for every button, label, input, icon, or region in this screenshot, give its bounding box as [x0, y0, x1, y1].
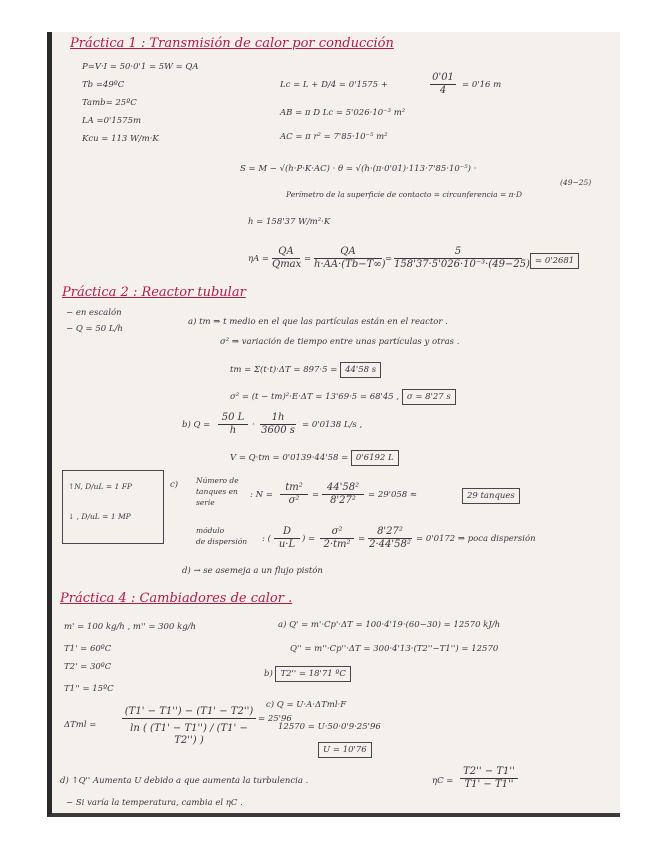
p2-b-frac-1: $\frac{50 L}{h}$ [218, 412, 248, 437]
p2-tm: tm = Σ(t·t)·ΔT = 897·5 = 44'58 s [230, 362, 381, 378]
p4-given-3: T2' = 30ºC [64, 662, 112, 672]
p2-c-label: c) [170, 480, 179, 490]
p2-d: d) → se asemeja a un flujo pistón [182, 566, 323, 576]
p2-side-2: ↓ , D/uL = 1 MP [68, 512, 131, 521]
notebook-page [47, 32, 620, 817]
p1-given-5: Kcu = 113 W/m·K [82, 134, 159, 144]
p4-last: − Si varía la temperatura, cambia el ηC . [66, 798, 243, 808]
p1-eta-frac-2: $\frac{QA}{h\cdot AA\cdot(Tb-T\infty)}$ [314, 246, 386, 270]
practice-1-title: Práctica 1 : Transmisión de calor por conducción [70, 36, 394, 51]
p1-eta-eq-2: = [385, 254, 393, 264]
p4-c1: c) Q = U·A·ΔTml·F [266, 700, 347, 710]
p2-given-1: − en escalón [66, 308, 122, 318]
p2-m-frac-2: $\frac{\text{σ²}}{\text{2·tm²}}$ [320, 526, 354, 551]
p4-eta-fraction: $\frac{T2'' - T1''}{T1' - T1''}$ [460, 766, 518, 791]
p4-b: b) T2'' = 18'71 ºC [264, 666, 351, 682]
p1-h: h = 158'37 W/m²·K [248, 217, 331, 227]
p2-c-frac-1: $\frac{\text{tm²}}{\text{σ²}}$ [280, 482, 308, 507]
p1-perimetro-note: Perímetro de la superficie de contacto = circunferencia = π·D [286, 190, 522, 199]
p2-m-pre: : ( [262, 534, 271, 544]
p1-s-formula: S = M − √(h·P·K·AC) · θ = √(h·(π·0'01)·113·7'85·10⁻⁵) · [240, 164, 477, 174]
p1-eta-frac-1: QA Qmax [272, 246, 302, 270]
p1-eta-pre: ηA = [248, 254, 270, 264]
p4-ml-fraction: $\frac{(T1' - T1'') - (T1' - T2'')}{\ln ( (T1' - T1'') / (T1' - T2'') )}$ [122, 706, 256, 747]
p2-c-text-2: tanques en [196, 487, 238, 496]
p4-c-result: U = 10'76 [318, 742, 372, 758]
p2-m-post: = 0'0172 ⇒ poca dispersión [416, 534, 536, 544]
practice-4-title: Práctica 4 : Cambiadores de calor . [60, 591, 293, 606]
p2-b-frac-2: $\frac{1h}{3600 s}$ [261, 412, 295, 436]
p2-m-text-1: módulo [196, 526, 225, 535]
p1-ab: AB = π D Lc = 5'026·10⁻³ m² [280, 108, 406, 118]
p2-given-2: − Q = 50 L/h [66, 324, 123, 334]
p1-eta-result: = 0'2681 [530, 253, 579, 269]
p4-a2: Q'' = m''·Cp''·ΔT = 300·4'13·(T2''−T1'') = 12570 [290, 644, 499, 654]
p4-d: d) ↑Q'' Aumenta U debido a que aumenta la turbulencia . [60, 776, 309, 786]
p2-b-post: = 0'0138 L/s , [302, 420, 363, 430]
p2-m-text-2: de dispersión [196, 537, 248, 546]
p1-given-3: Tamb= 25ºC [82, 98, 137, 108]
p2-m-eq: = [358, 534, 366, 544]
p2-side-1: ↑N, D/uL = 1 FP [68, 482, 132, 491]
p2-a-line-2: σ² ⇒ variación de tiempo entre unas partículas y otras . [220, 337, 460, 347]
p1-s-tail: (49−25) [560, 178, 592, 187]
p1-eta-eq-1: = [304, 254, 312, 264]
p2-c-pre: : N = [250, 490, 273, 500]
p4-given-1: m' = 100 kg/h , m'' = 300 kg/h [64, 622, 196, 632]
p2-sigma: σ² = (t − tm)²·E·ΔT = 13'69·5 = 68'45 , σ = 8'27 s [230, 389, 456, 405]
p1-given-1: P=V·I = 50·0'1 = 5W = QA [82, 62, 199, 72]
p2-b-times: · [252, 420, 255, 430]
p2-c-frac-2: $\frac{\text{44'58²}}{\text{8'27²}}$ [322, 482, 364, 507]
p4-ml-pre: ΔTml = [64, 720, 97, 730]
p4-given-2: T1' = 60ºC [64, 644, 112, 654]
p1-eta-frac-3: $\frac{5}{\text{158'37·5'026·10⁻³·(49−25)}}$ [394, 246, 530, 270]
p2-a-line-1: a) tm ⇒ t medio en el que las partículas están en el reactor . [188, 317, 448, 327]
p1-lc-fraction: $\frac{0'01}{4}$ [430, 72, 456, 97]
p4-ml-post: = 25'96 [258, 714, 292, 724]
p4-a: a) Q' = m'·Cp'·ΔT = 100·4'19·(60−30) = 12570 kJ/h [278, 620, 501, 630]
p2-c-text-1: Número de [196, 476, 239, 485]
p2-m-frac-1: $\frac{D}{u\cdot L}$ [274, 526, 300, 551]
p2-m-frac-3: $\frac{\text{8'27²}}{\text{2·44'58²}}$ [369, 526, 411, 550]
p2-c-text-3: serie [196, 498, 215, 507]
p1-given-4: LA =0'1575m [82, 116, 142, 126]
p2-m-mid: ) = [302, 534, 316, 544]
p2-b-pre: b) Q = [182, 420, 211, 430]
p4-given-4: T1'' = 15ºC [64, 684, 114, 694]
p1-given-2: Tb =49ºC [82, 80, 125, 90]
practice-2-title: Práctica 2 : Reactor tubular [62, 285, 246, 300]
p4-c2: 12570 = U·50·0'9·25'96 [278, 722, 381, 732]
p2-c-post: = 29'058 ≈ [368, 490, 418, 500]
p2-c-eq: = [312, 490, 320, 500]
p1-lc-post: = 0'16 m [462, 80, 502, 90]
p1-ac: AC = π r² = 7'85·10⁻⁵ m² [280, 132, 388, 142]
p1-lc-pre: Lc = L + D/4 = 0'1575 + [280, 80, 388, 90]
p2-v: V = Q·tm = 0'0139·44'58 = 0'6192 L [230, 450, 399, 466]
p2-c-result: 29 tanques [462, 488, 520, 504]
p4-eta-pre: ηC = [432, 776, 454, 786]
